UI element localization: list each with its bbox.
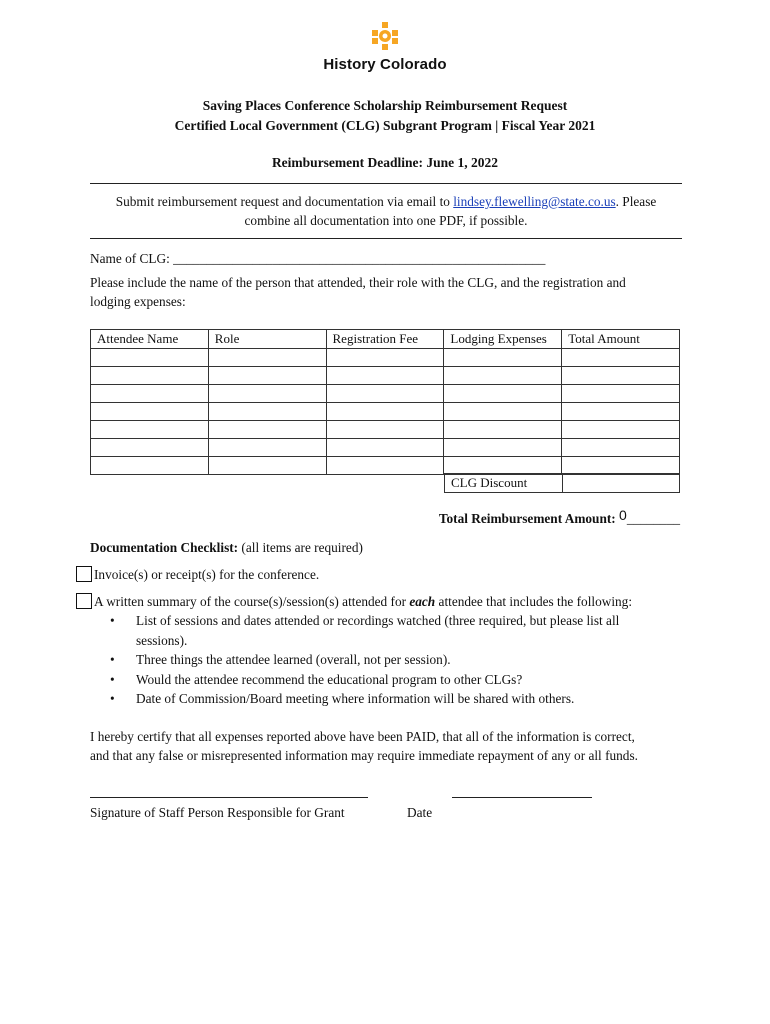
bullet-item: • Would the attendee recommend the educational program to other CLGs? <box>90 670 660 690</box>
cell-registration-fee[interactable] <box>326 421 444 439</box>
instructions <box>90 273 690 311</box>
cell-attendee-name[interactable] <box>91 403 209 421</box>
clg-name-field[interactable] <box>90 249 545 268</box>
cell-registration-fee[interactable] <box>326 349 444 367</box>
table-row <box>91 367 680 385</box>
email-link[interactable]: lindsey.flewelling@state.co.us <box>453 194 616 209</box>
header-attendee-name: Attendee Name <box>91 330 209 349</box>
cell-lodging-expenses[interactable] <box>444 403 562 421</box>
cell-role[interactable] <box>208 457 326 475</box>
table-row <box>91 421 680 439</box>
submit-text: Submit reimbursement request and documentation via email to <box>115 194 454 209</box>
cell-attendee-name[interactable] <box>91 385 209 403</box>
cell-registration-fee[interactable] <box>326 385 444 403</box>
cell-role[interactable] <box>208 349 326 367</box>
cell-total-amount[interactable] <box>562 439 680 457</box>
checklist-item-summary <box>76 592 632 611</box>
history-colorado-logo <box>0 22 770 73</box>
table-row <box>91 349 680 367</box>
cell-lodging-expenses[interactable] <box>444 421 562 439</box>
checklist-item-summary-label-end: attendee that includes the following: <box>435 594 633 609</box>
cell-lodging-expenses[interactable] <box>444 457 562 475</box>
clg-discount-table <box>444 473 680 493</box>
checklist-item-summary-emphasis: each <box>409 594 436 609</box>
checklist-item-invoice <box>76 565 319 584</box>
checkbox-invoice[interactable] <box>76 566 92 582</box>
signature-line[interactable] <box>90 797 368 798</box>
cell-registration-fee[interactable] <box>326 367 444 385</box>
certify-line2: and that any false or misrepresented information may require immediate repayment of any or all funds. <box>90 748 638 763</box>
cell-total-amount[interactable] <box>562 421 680 439</box>
certification <box>90 727 690 765</box>
page-subtitle: Certified Local Government (CLG) Subgrant Program | Fiscal Year 2021 <box>174 118 596 133</box>
table-row <box>91 439 680 457</box>
bullet-item: • Three things the attendee learned (overall, not per session). <box>90 650 660 670</box>
header-role: Role <box>208 330 326 349</box>
cell-role[interactable] <box>208 403 326 421</box>
header-registration-fee: Registration Fee <box>326 330 444 349</box>
attendee-table <box>90 329 680 475</box>
cell-role[interactable] <box>208 421 326 439</box>
header-lodging-expenses: Lodging Expenses <box>444 330 562 349</box>
cell-role[interactable] <box>208 367 326 385</box>
cell-registration-fee[interactable] <box>326 403 444 421</box>
header-total-amount: Total Amount <box>562 330 680 349</box>
cell-registration-fee[interactable] <box>326 457 444 475</box>
submit-text-line2: combine all documentation into one PDF, if possible. <box>244 213 528 228</box>
table-row <box>91 385 680 403</box>
cell-lodging-expenses[interactable] <box>444 385 562 403</box>
cell-attendee-name[interactable] <box>91 367 209 385</box>
cell-total-amount[interactable] <box>562 403 680 421</box>
cell-lodging-expenses[interactable] <box>444 439 562 457</box>
cell-registration-fee[interactable] <box>326 439 444 457</box>
checklist-title <box>90 538 363 557</box>
bullet-item: • Date of Commission/Board meeting where information will be shared with others. <box>90 689 660 709</box>
cell-total-amount[interactable] <box>562 457 680 475</box>
divider-top <box>90 183 682 184</box>
date-line[interactable] <box>452 797 592 798</box>
cell-attendee-name[interactable] <box>91 349 209 367</box>
total-blank: ________ <box>626 511 680 526</box>
cell-attendee-name[interactable] <box>91 457 209 475</box>
instructions-line1: Please include the name of the person that attended, their role with the CLG, and the registration and <box>90 275 626 290</box>
checkbox-summary[interactable] <box>76 593 92 609</box>
page-title: Saving Places Conference Scholarship Reimbursement Request <box>202 98 568 113</box>
divider-bottom <box>90 238 682 239</box>
clg-discount-value[interactable] <box>562 474 679 493</box>
cell-attendee-name[interactable] <box>91 421 209 439</box>
table-header-row <box>91 330 680 349</box>
cell-attendee-name[interactable] <box>91 439 209 457</box>
summary-bullets <box>90 611 660 709</box>
cell-role[interactable] <box>208 439 326 457</box>
cell-role[interactable] <box>208 385 326 403</box>
logo-name: History Colorado <box>323 56 447 73</box>
cell-total-amount[interactable] <box>562 349 680 367</box>
cell-lodging-expenses[interactable] <box>444 349 562 367</box>
submit-text-after: . Please <box>615 194 657 209</box>
clg-discount-row <box>445 474 680 493</box>
deadline: Reimbursement Deadline: June 1, 2022 <box>271 155 499 170</box>
checklist-heading: Documentation Checklist: <box>90 540 239 555</box>
submit-instructions <box>90 192 682 230</box>
sun-logo-icon <box>372 22 398 50</box>
total-reimbursement <box>439 509 680 528</box>
table-row <box>91 457 680 475</box>
cell-total-amount[interactable] <box>562 385 680 403</box>
clg-name-label: Name of CLG: <box>90 251 174 266</box>
date-label: Date <box>407 805 433 820</box>
table-row <box>91 403 680 421</box>
cell-lodging-expenses[interactable] <box>444 367 562 385</box>
clg-discount-label: CLG Discount <box>445 474 563 493</box>
instructions-line2: lodging expenses: <box>90 294 186 309</box>
signature-label: Signature of Staff Person Responsible for Grant <box>90 805 345 820</box>
bullet-item: • List of sessions and dates attended or recordings watched (three required, but please list all sessions). <box>90 611 660 650</box>
checklist-item-summary-label: A written summary of the course(s)/session(s) attended for <box>94 594 410 609</box>
cell-total-amount[interactable] <box>562 367 680 385</box>
total-value[interactable]: 0 <box>619 507 627 523</box>
checklist-note: (all items are required) <box>238 540 363 555</box>
clg-name-blank[interactable]: ________________________________________________________ <box>173 251 546 266</box>
checklist-item-invoice-label: Invoice(s) or receipt(s) for the conference. <box>94 567 320 582</box>
total-label: Total Reimbursement Amount: <box>438 511 620 526</box>
certify-line1: I hereby certify that all expenses reported above have been PAID, that all of the information is correct, <box>90 729 635 744</box>
